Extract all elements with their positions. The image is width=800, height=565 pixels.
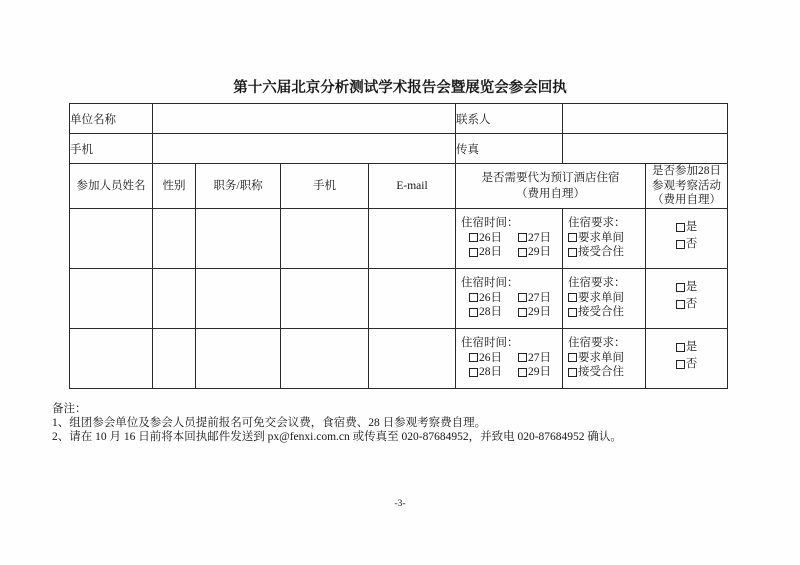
stay-time-label: 住宿时间： xyxy=(461,277,519,289)
room-requirement-cell xyxy=(563,209,646,269)
stay-date-27-option[interactable] xyxy=(518,351,551,366)
checkbox[interactable] xyxy=(676,283,685,292)
form-title: 第十六届北京分析测试学术报告会暨展览会参会回执 xyxy=(233,80,567,96)
option-label: 27日 xyxy=(528,291,551,304)
stay-date-28-option[interactable] xyxy=(469,245,518,260)
fax-label: 传真 xyxy=(456,134,563,164)
option-label: 否 xyxy=(685,358,698,370)
stay-time-cell xyxy=(456,269,563,329)
checkbox[interactable] xyxy=(676,240,685,249)
tour-option-line xyxy=(646,220,727,237)
attendee-position-field[interactable] xyxy=(196,209,281,269)
header-tour-line-2: 参观考察活动 xyxy=(652,179,721,192)
header-hotel-booking-text: 是否需要代为预订酒店住宿 xyxy=(481,172,620,184)
info-row-unit xyxy=(70,104,728,134)
attendee-row xyxy=(70,269,728,329)
attendee-gender-field[interactable] xyxy=(153,329,196,389)
checkbox[interactable] xyxy=(469,233,478,242)
attendee-name-field[interactable] xyxy=(70,329,153,389)
checkbox[interactable] xyxy=(676,343,685,352)
option-label: 要求单间 xyxy=(578,291,624,304)
stay-date-28-option[interactable] xyxy=(469,305,518,320)
fax-field[interactable] xyxy=(563,134,728,164)
checkbox[interactable] xyxy=(676,360,685,369)
note-item-2: 2、请在 10 月 16 日前将本回执邮件发送到 px@fenxi.com.cn 或传真至 020-87684952，并致电 020-87684952 确认。 xyxy=(52,431,622,443)
option-label: 27日 xyxy=(528,351,551,364)
stay-date-28-option[interactable] xyxy=(469,365,518,380)
shared-room-option[interactable] xyxy=(568,365,624,380)
attendee-position-field[interactable] xyxy=(196,269,281,329)
header-email: E-mail xyxy=(369,164,456,209)
attendee-name-field[interactable] xyxy=(70,209,153,269)
single-room-option[interactable] xyxy=(568,291,624,306)
attendee-name-field[interactable] xyxy=(70,269,153,329)
checkbox[interactable] xyxy=(518,293,527,302)
checkbox[interactable] xyxy=(568,248,577,257)
stay-date-26-option[interactable] xyxy=(469,291,518,306)
room-option-line xyxy=(568,245,645,260)
option-label: 接受合住 xyxy=(578,306,624,318)
option-label: 接受合住 xyxy=(578,366,624,378)
header-tour-line-1: 是否参加28日 xyxy=(652,165,721,178)
tour-yes-option[interactable] xyxy=(676,340,698,355)
checkbox[interactable] xyxy=(676,223,685,232)
mobile-field[interactable] xyxy=(153,134,456,164)
stay-time-cell xyxy=(456,329,563,389)
option-label: 要求单间 xyxy=(578,231,624,244)
tour-yes-option[interactable] xyxy=(676,280,698,295)
info-row-mobile xyxy=(70,134,728,164)
option-label: 27日 xyxy=(528,231,551,244)
checkbox[interactable] xyxy=(469,353,478,362)
option-label: 28日 xyxy=(479,246,502,258)
option-label: 29日 xyxy=(528,246,551,258)
stay-date-27-option[interactable] xyxy=(518,291,551,306)
option-label: 否 xyxy=(685,238,698,250)
option-label: 26日 xyxy=(479,291,502,304)
header-gender: 性别 xyxy=(153,164,196,209)
attendee-email-field[interactable] xyxy=(369,269,456,329)
option-label: 接受合住 xyxy=(578,246,624,258)
attendee-row xyxy=(70,329,728,389)
checkbox[interactable] xyxy=(518,368,527,377)
attendee-phone-field[interactable] xyxy=(281,269,369,329)
option-label: 要求单间 xyxy=(578,351,624,364)
note-item-1: 1、组团参会单位及参会人员提前报名可免交会议费，食宿费、28 日参观考察费自理。 xyxy=(52,417,487,429)
checkbox[interactable] xyxy=(518,308,527,317)
stay-date-options xyxy=(461,305,562,320)
stay-date-29-option[interactable] xyxy=(518,245,551,260)
attendee-email-field[interactable] xyxy=(369,209,456,269)
checkbox[interactable] xyxy=(518,248,527,257)
room-option-line xyxy=(568,305,645,320)
header-row xyxy=(70,164,728,209)
attendee-gender-field[interactable] xyxy=(153,269,196,329)
option-label: 是 xyxy=(685,341,698,353)
tour-no-option[interactable] xyxy=(676,237,698,252)
attendee-phone-field[interactable] xyxy=(281,209,369,269)
room-requirement-label: 住宿要求： xyxy=(568,277,626,289)
option-label: 28日 xyxy=(479,306,502,318)
shared-room-option[interactable] xyxy=(568,305,624,320)
checkbox[interactable] xyxy=(469,293,478,302)
header-attendee-name: 参加人员姓名 xyxy=(70,164,153,209)
tour-option-line xyxy=(646,280,727,297)
stay-time-label: 住宿时间： xyxy=(461,337,519,349)
checkbox[interactable] xyxy=(518,353,527,362)
tour-option-line xyxy=(646,340,727,357)
checkbox[interactable] xyxy=(568,308,577,317)
tour-option-line xyxy=(646,297,727,314)
header-phone: 手机 xyxy=(281,164,369,209)
single-room-option[interactable] xyxy=(568,231,624,246)
stay-date-29-option[interactable] xyxy=(518,365,551,380)
stay-date-29-option[interactable] xyxy=(518,305,551,320)
attendee-phone-field[interactable] xyxy=(281,329,369,389)
option-label: 29日 xyxy=(528,366,551,378)
checkbox[interactable] xyxy=(568,233,577,242)
stay-date-options xyxy=(461,351,562,366)
tour-option-line xyxy=(646,357,727,374)
attendee-row xyxy=(70,209,728,269)
contact-person-field[interactable] xyxy=(563,104,728,134)
page-number: -3- xyxy=(394,499,406,509)
checkbox[interactable] xyxy=(568,353,577,362)
stay-date-27-option[interactable] xyxy=(518,231,551,246)
room-requirement-label: 住宿要求： xyxy=(568,217,626,229)
unit-name-label: 单位名称 xyxy=(70,104,153,134)
tour-option-line xyxy=(646,237,727,254)
room-option-line xyxy=(568,351,645,366)
room-requirement-cell xyxy=(563,269,646,329)
header-tour xyxy=(646,164,728,209)
header-hotel-fee-note: （费用自理） xyxy=(516,188,585,200)
attendee-email-field[interactable] xyxy=(369,329,456,389)
stay-time-label: 住宿时间： xyxy=(461,217,519,229)
option-label: 是 xyxy=(685,281,698,293)
option-label: 是 xyxy=(685,221,698,233)
mobile-label: 手机 xyxy=(70,134,153,164)
checkbox[interactable] xyxy=(676,300,685,309)
tour-participation-cell xyxy=(646,329,728,389)
room-option-line xyxy=(568,231,645,246)
header-tour-line-3: （费用自理） xyxy=(652,194,721,207)
checkbox[interactable] xyxy=(518,233,527,242)
option-label: 26日 xyxy=(479,351,502,364)
shared-room-option[interactable] xyxy=(568,245,624,260)
tour-no-option[interactable] xyxy=(676,297,698,312)
checkbox[interactable] xyxy=(469,368,478,377)
room-option-line xyxy=(568,291,645,306)
header-position: 职务/职称 xyxy=(196,164,281,209)
registration-form-table xyxy=(69,103,728,389)
option-label: 否 xyxy=(685,298,698,310)
attendee-gender-field[interactable] xyxy=(153,209,196,269)
checkbox[interactable] xyxy=(469,248,478,257)
checkbox[interactable] xyxy=(568,293,577,302)
option-label: 29日 xyxy=(528,306,551,318)
header-hotel-booking xyxy=(456,164,646,209)
tour-participation-cell xyxy=(646,269,728,329)
tour-no-option[interactable] xyxy=(676,357,698,372)
attendee-position-field[interactable] xyxy=(196,329,281,389)
tour-participation-cell xyxy=(646,209,728,269)
stay-date-options xyxy=(461,245,562,260)
stay-date-options xyxy=(461,231,562,246)
room-option-line xyxy=(568,365,645,380)
stay-date-options xyxy=(461,365,562,380)
tour-yes-option[interactable] xyxy=(676,220,698,235)
room-requirement-label: 住宿要求： xyxy=(568,337,626,349)
stay-date-26-option[interactable] xyxy=(469,351,518,366)
contact-person-label: 联系人 xyxy=(456,104,563,134)
checkbox[interactable] xyxy=(568,368,577,377)
single-room-option[interactable] xyxy=(568,351,624,366)
notes-heading: 备注： xyxy=(52,403,87,415)
stay-date-26-option[interactable] xyxy=(469,231,518,246)
stay-date-options xyxy=(461,291,562,306)
stay-time-cell xyxy=(456,209,563,269)
unit-name-field[interactable] xyxy=(153,104,456,134)
notes-section xyxy=(52,402,792,444)
option-label: 28日 xyxy=(479,366,502,378)
room-requirement-cell xyxy=(563,329,646,389)
checkbox[interactable] xyxy=(469,308,478,317)
option-label: 26日 xyxy=(479,231,502,244)
